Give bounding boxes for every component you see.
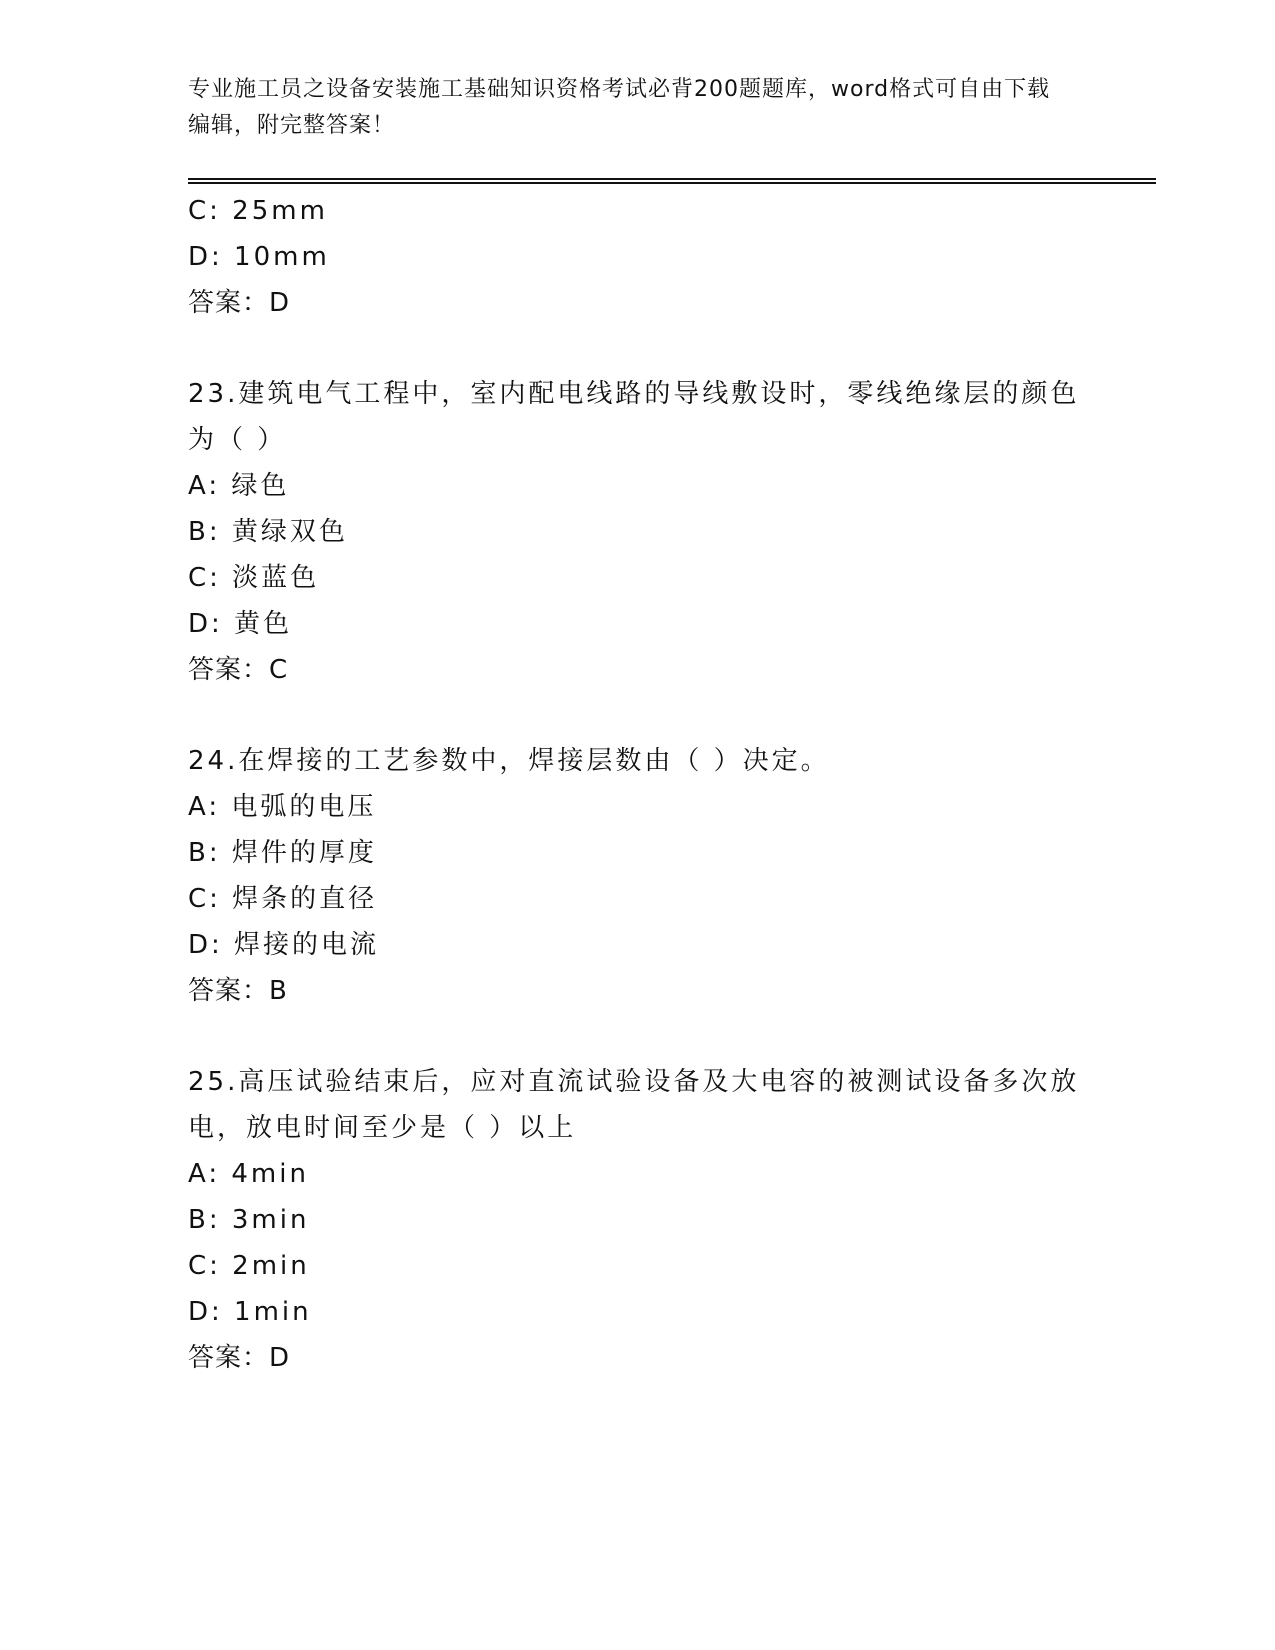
option-d: D: 黄色 bbox=[188, 609, 293, 639]
option-d: D: 1min bbox=[188, 1297, 312, 1327]
header-divider-second bbox=[188, 182, 1156, 184]
answer-line: 答案：D bbox=[188, 288, 291, 318]
previous-question-tail bbox=[188, 188, 1088, 326]
option-c: C: 淡蓝色 bbox=[188, 563, 320, 593]
option-c: C: 2min bbox=[188, 1251, 310, 1281]
question-24 bbox=[188, 738, 1088, 1014]
question-stem: 24.在焊接的工艺参数中，焊接层数由（ ）决定。 bbox=[188, 746, 830, 776]
option-a: A: 电弧的电压 bbox=[188, 792, 377, 822]
answer-line: 答案：C bbox=[188, 655, 289, 685]
question-list bbox=[188, 188, 1088, 1381]
option-b: B: 黄绿双色 bbox=[188, 517, 348, 547]
answer-line: 答案：B bbox=[188, 976, 288, 1006]
question-25 bbox=[188, 1059, 1088, 1381]
option-a: A: 绿色 bbox=[188, 471, 290, 501]
option-c: C: 25mm bbox=[188, 196, 328, 226]
option-d: D: 10mm bbox=[188, 242, 330, 272]
header-divider bbox=[188, 178, 1156, 180]
option-d: D: 焊接的电流 bbox=[188, 930, 380, 960]
option-b: B: 焊件的厚度 bbox=[188, 838, 377, 868]
question-23 bbox=[188, 371, 1088, 693]
document-header: 专业施工员之设备安装施工基础知识资格考试必背200题题库，word格式可自由下载编辑，附完整答案！ bbox=[188, 77, 1051, 138]
option-a: A: 4min bbox=[188, 1159, 309, 1189]
question-stem: 25.高压试验结束后，应对直流试验设备及大电容的被测试设备多次放电，放电时间至少是（ ）以上 bbox=[188, 1067, 1080, 1143]
question-stem: 23.建筑电气工程中，室内配电线路的导线敷设时，零线绝缘层的颜色为（ ） bbox=[188, 379, 1080, 455]
option-b: B: 3min bbox=[188, 1205, 310, 1235]
option-c: C: 焊条的直径 bbox=[188, 884, 378, 914]
answer-line: 答案：D bbox=[188, 1343, 291, 1373]
